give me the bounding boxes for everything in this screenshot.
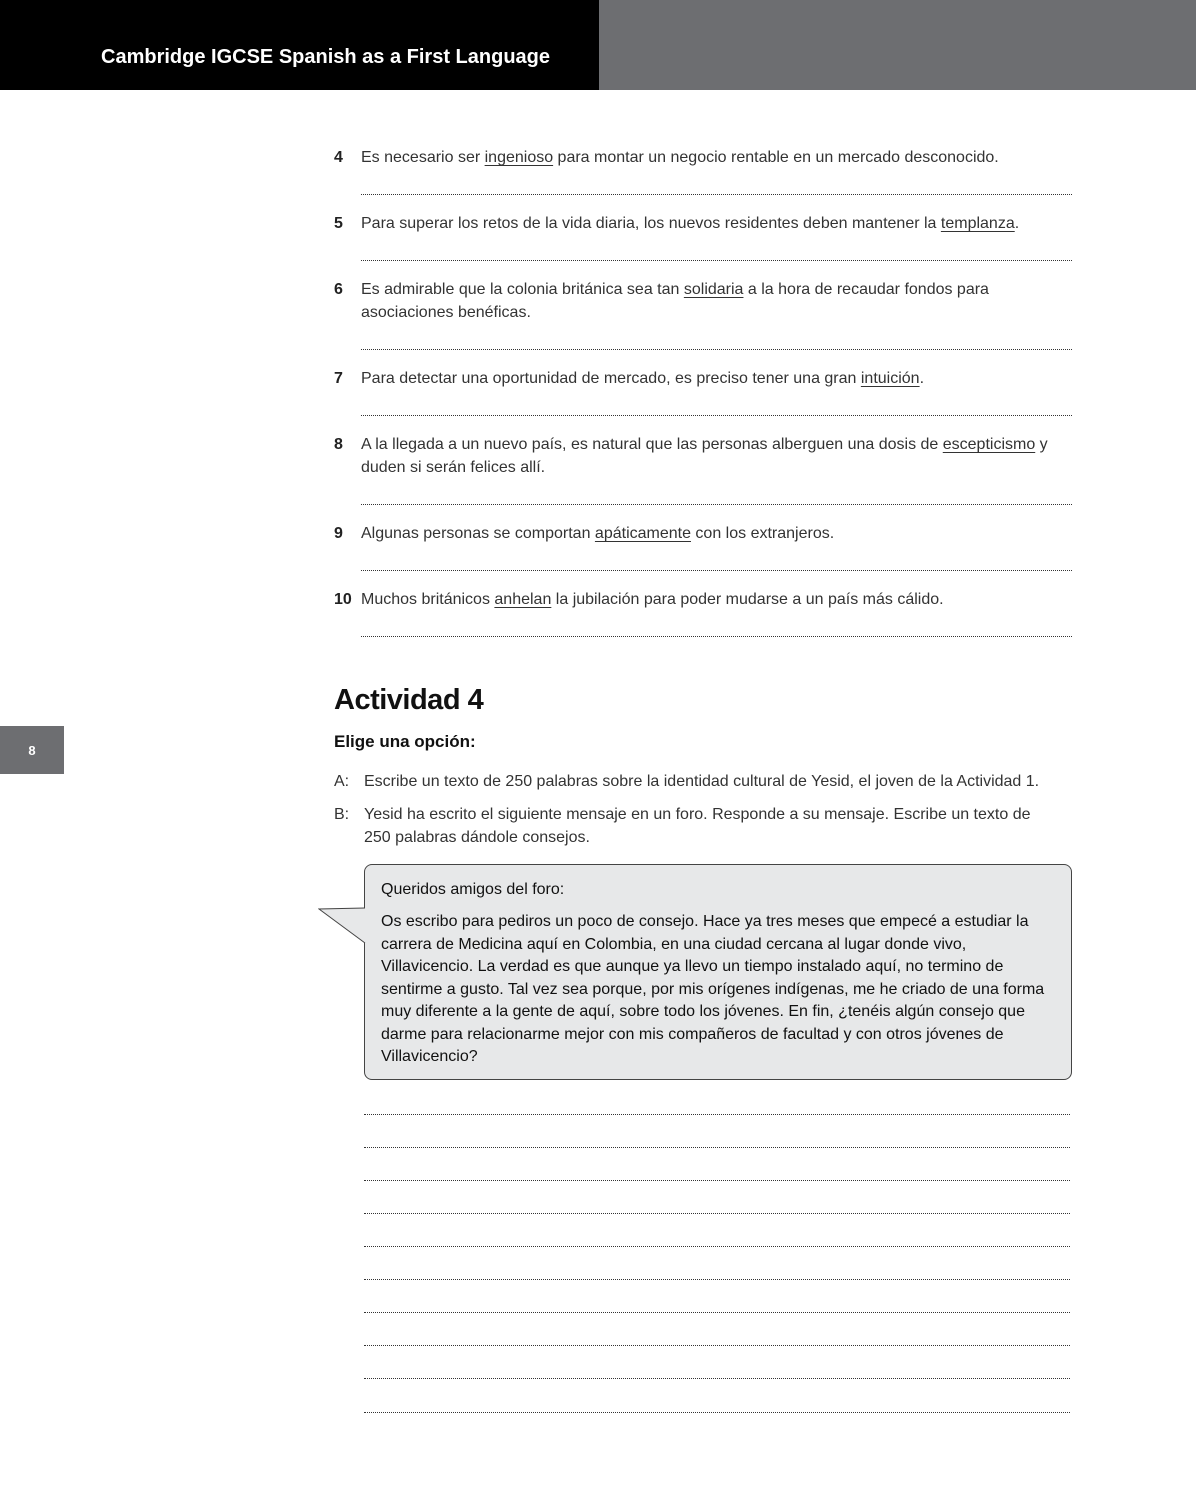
option-b [334, 803, 1074, 849]
question-item [334, 278, 1072, 324]
answer-line[interactable] [361, 194, 1072, 195]
message-body: Os escribo para pediros un poco de consejo. Hace ya tres meses que empecé a estudiar la carrera de Medicina aquí en Colombia, en una ciudad cercana al lugar donde vivo, Villavicencio. La verdad es que aunque ya llevo un tiempo instalado aquí, no termino de sentirme a gusto. Tal vez sea porque, por mis orígenes indígenas, me he criado de una forma muy diferente a la gente de aquí, sobre todo los jóvenes. En fin, ¿tenéis algún consejo que darme para relacionarme mejor con mis compañeros de facultad y con otros jóvenes de Villavicencio? [381, 913, 1045, 1065]
writing-line[interactable] [364, 1378, 1070, 1379]
underlined-word: templanza [940, 215, 1015, 232]
question-item [334, 588, 1072, 611]
underlined-word: anhelan [494, 591, 552, 608]
writing-line[interactable] [364, 1412, 1070, 1413]
question-item [334, 367, 1072, 390]
question-number: 5 [334, 215, 343, 232]
writing-line[interactable] [364, 1279, 1070, 1280]
writing-line[interactable] [364, 1246, 1070, 1247]
question-text: Algunas personas se comportan apáticamente con los extranjeros. [361, 525, 835, 542]
writing-line[interactable] [364, 1345, 1070, 1346]
question-number: 10 [334, 591, 352, 608]
question-item [334, 522, 1072, 545]
underlined-word: escepticismo [942, 436, 1036, 453]
writing-line[interactable] [364, 1180, 1070, 1181]
question-text: Para detectar una oportunidad de mercado, es preciso tener una gran intuición. [361, 370, 925, 387]
question-text: Para superar los retos de la vida diaria, los nuevos residentes deben mantener la templanza. [361, 215, 1020, 232]
writing-line[interactable] [364, 1114, 1070, 1115]
header-bar [0, 0, 599, 90]
question-text: Es admirable que la colonia británica sea tan solidaria a la hora de recaudar fondos para asociaciones benéficas. [361, 281, 989, 321]
question-number: 9 [334, 525, 343, 542]
underlined-word: intuición [860, 370, 920, 387]
activity-subtitle: Elige una opción: [334, 732, 476, 751]
answer-line[interactable] [361, 504, 1072, 505]
question-number: 7 [334, 370, 343, 387]
question-number: 4 [334, 149, 343, 166]
underlined-word: apáticamente [594, 525, 691, 542]
answer-line[interactable] [361, 415, 1072, 416]
question-number: 8 [334, 436, 343, 453]
writing-line[interactable] [364, 1147, 1070, 1148]
option-a [334, 770, 1074, 793]
question-text: Es necesario ser ingenioso para montar un negocio rentable en un mercado desconocido. [361, 149, 999, 166]
question-item [334, 146, 1072, 169]
message-greeting: Queridos amigos del foro: [381, 881, 565, 898]
header-accent-bar [599, 0, 1196, 90]
answer-line[interactable] [361, 349, 1072, 350]
writing-line[interactable] [364, 1213, 1070, 1214]
option-letter: B: [334, 806, 350, 823]
page-number: 8 [0, 726, 64, 774]
question-text: A la llegada a un nuevo país, es natural que las personas alberguen una dosis de escepticismo y duden si serán felices allí. [361, 436, 1048, 476]
writing-line[interactable] [364, 1312, 1070, 1313]
option-text: Escribe un texto de 250 palabras sobre la identidad cultural de Yesid, el joven de la Actividad 1. [364, 773, 1040, 790]
question-item [334, 433, 1072, 479]
answer-line[interactable] [361, 570, 1072, 571]
question-number: 6 [334, 281, 343, 298]
activity-title: Actividad 4 [334, 684, 484, 716]
answer-line[interactable] [361, 636, 1072, 637]
answer-line[interactable] [361, 260, 1072, 261]
question-item [334, 212, 1072, 235]
underlined-word: ingenioso [484, 149, 554, 166]
question-text: Muchos británicos anhelan la jubilación para poder mudarse a un país más cálido. [361, 591, 944, 608]
speech-bubble-tail-icon [318, 906, 368, 946]
option-text: Yesid ha escrito el siguiente mensaje en un foro. Responde a su mensaje. Escribe un texto de 250 palabras dándole consejos. [364, 806, 1031, 846]
underlined-word: solidaria [683, 281, 744, 298]
option-letter: A: [334, 773, 350, 790]
book-title: Cambridge IGCSE Spanish as a First Language [101, 46, 550, 68]
